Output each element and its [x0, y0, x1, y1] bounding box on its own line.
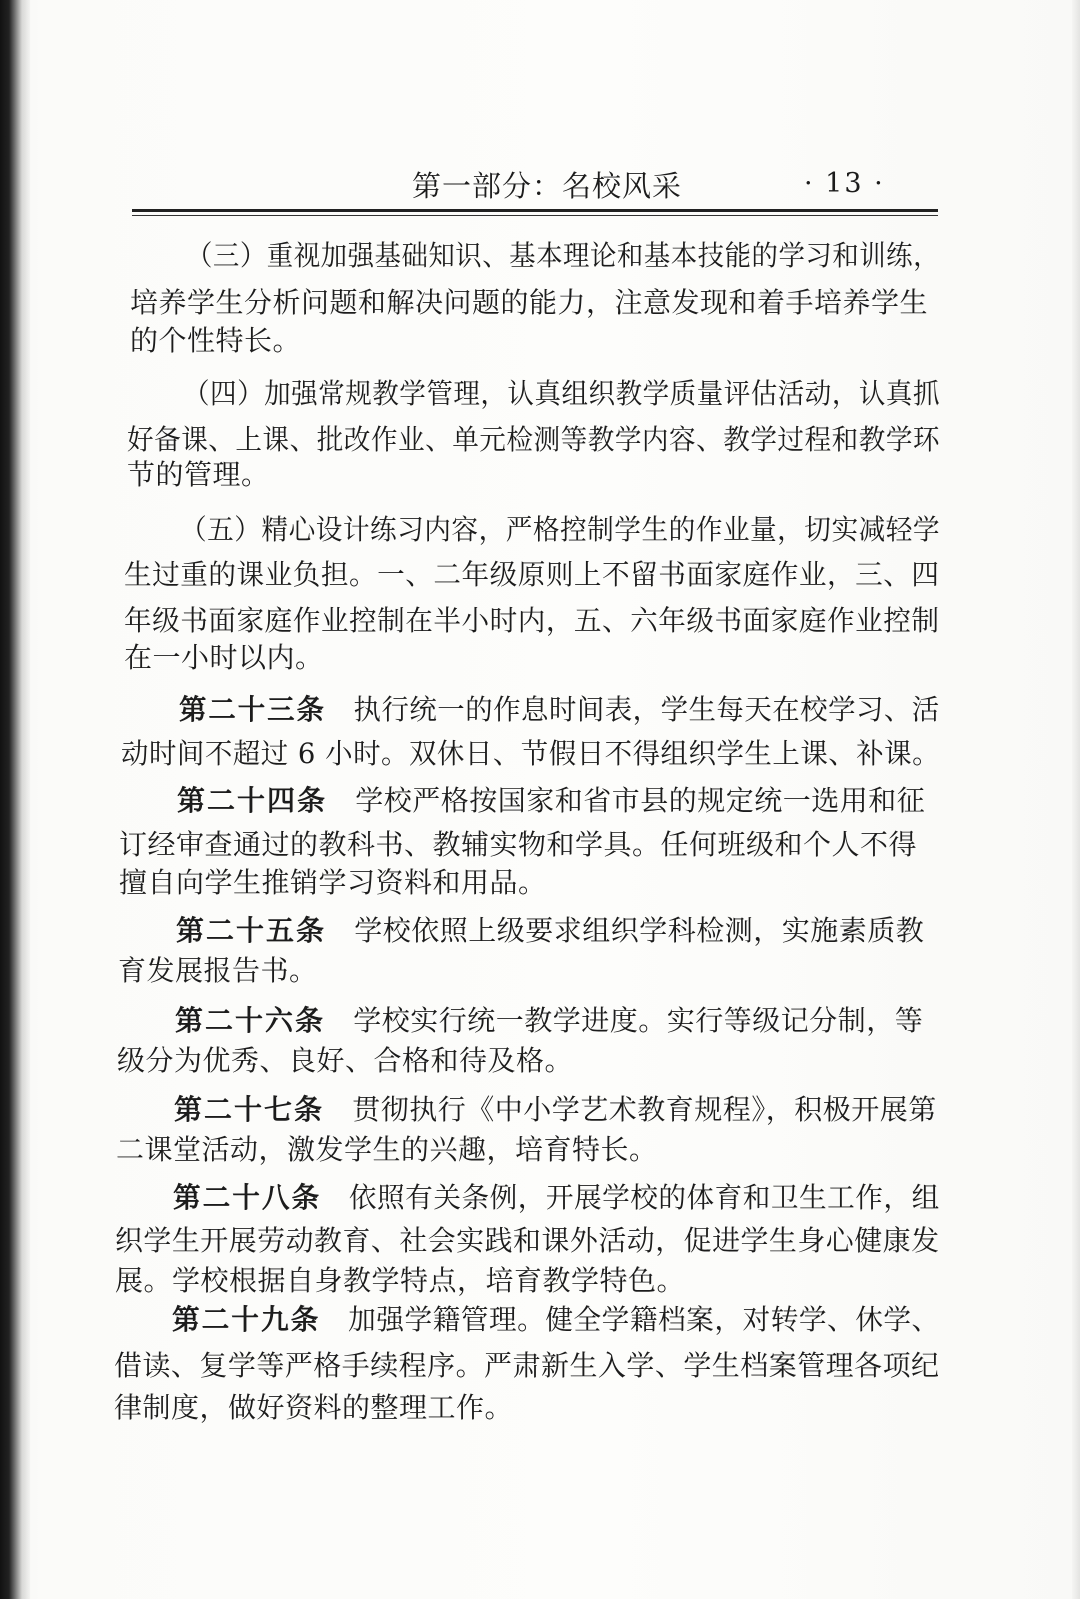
text-line: 级分为优秀、良好、合格和待及格。 [117, 1044, 574, 1077]
text-line: 织学生开展劳动教育、社会实践和课外活动，促进学生身心健康发 [115, 1224, 940, 1257]
text-line: 好备课、上课、批改作业、单元检测等教学内容、教学过程和教学环 [127, 423, 941, 456]
text-line: 节的管理。 [127, 458, 270, 491]
text-line: （三）重视加强基础知识、基本理论和基本技能的学习和训练， [186, 239, 941, 272]
article-27-line: 第二十七条 贯彻执行《中小学艺术教育规程》，积极开展第 [174, 1093, 937, 1126]
scan-shadow-right [1072, 0, 1080, 1599]
text-line: 育发展报告书。 [118, 954, 318, 987]
text-line: 借读、复学等严格手续程序。严肃新生入学、学生档案管理各项纪 [114, 1349, 940, 1382]
text-line: 展。学校根据自身教学特点，培育教学特色。 [115, 1264, 686, 1297]
running-header [132, 162, 938, 208]
article-28-line: 第二十八条 依照有关条例，开展学校的体育和卫生工作，组 [173, 1181, 940, 1214]
text-line: 培养学生分析问题和解决问题的能力，注意发现和着手培养学生 [130, 286, 929, 319]
scan-shadow-left [0, 0, 30, 1599]
text-line: （四）加强常规教学管理，认真组织教学质量评估活动，认真抓 [183, 377, 940, 410]
text-line: 擅自向学生推销学习资料和用品。 [119, 866, 547, 899]
text-line: （五）精心设计练习内容，严格控制学生的作业量，切实减轻学 [180, 513, 941, 546]
text-line: 律制度，做好资料的整理工作。 [114, 1391, 514, 1424]
header-rule-thin [132, 215, 938, 216]
article-23-line: 第二十三条 执行统一的作息时间表，学生每天在校学习、活 [179, 693, 940, 726]
article-number: 第二十七条 [174, 1093, 325, 1126]
text-line: 在一小时以内。 [124, 641, 324, 674]
text-line: 年级书面家庭作业控制在半小时内，五、六年级书面家庭作业控制 [124, 604, 940, 637]
article-25-line: 第二十五条 学校依照上级要求组织学科检测，实施素质教 [176, 914, 925, 947]
article-number: 第二十四条 [177, 784, 328, 817]
text-line: 生过重的课业负担。一、二年级原则上不留书面家庭作业，三、四 [124, 558, 940, 591]
header-rule-thick [132, 209, 938, 212]
article-26-line: 第二十六条 学校实行统一教学进度。实行等级记分制，等 [175, 1004, 924, 1037]
section-title: 第一部分：名校风采 [412, 169, 683, 203]
article-number: 第二十九条 [172, 1303, 321, 1336]
article-number: 第二十三条 [179, 693, 326, 726]
article-29-line: 第二十九条 加强学籍管理。健全学籍档案，对转学、休学、 [172, 1303, 940, 1336]
text-line: 动时间不超过 6 小时。双休日、节假日不得组织学生上课、补课。 [121, 737, 941, 770]
text-line: 二课堂活动，激发学生的兴趣，培育特长。 [116, 1133, 658, 1166]
text-line: 的个性特长。 [130, 324, 302, 357]
text-line: 订经审查通过的教科书、教辅实物和学具。任何班级和个人不得 [119, 828, 918, 861]
article-number: 第二十五条 [176, 914, 327, 947]
article-number: 第二十八条 [173, 1181, 322, 1214]
article-number: 第二十六条 [175, 1004, 326, 1037]
page-number: · 13 · [804, 168, 885, 199]
article-24-line: 第二十四条 学校严格按国家和省市县的规定统一选用和征 [177, 784, 926, 817]
